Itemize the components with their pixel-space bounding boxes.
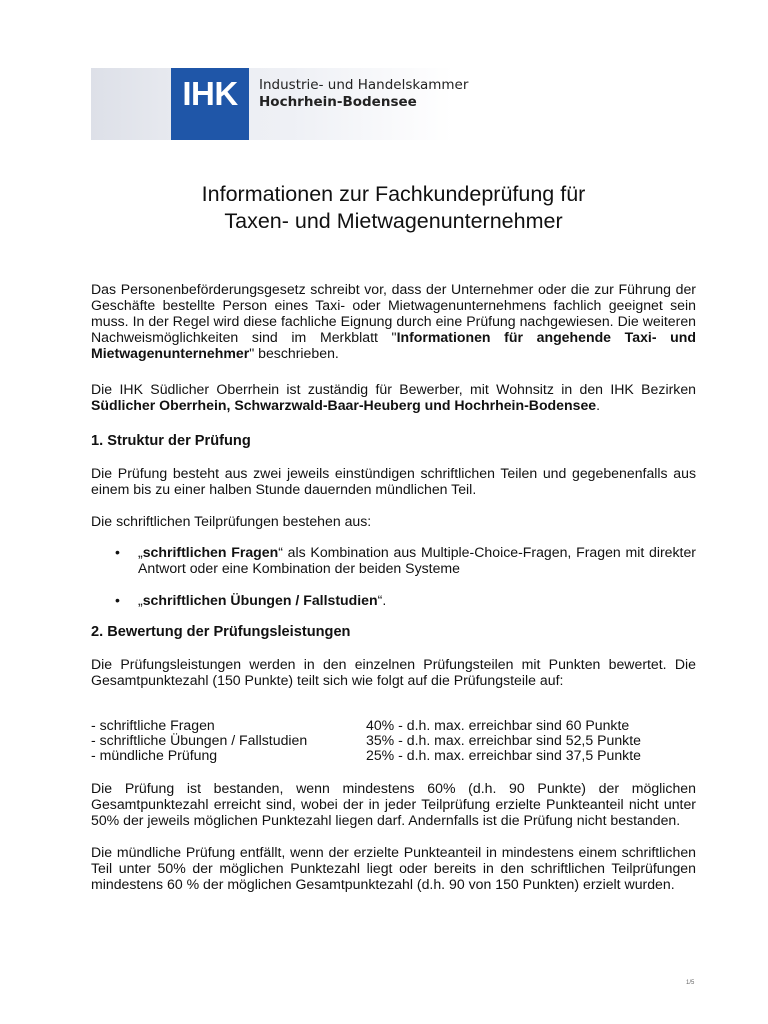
- section-1-heading: 1. Struktur der Prüfung: [91, 433, 251, 449]
- document-body: [91, 281, 696, 892]
- intro-paragraph-1: [91, 281, 696, 361]
- section-2-paragraph-2: Die Prüfung ist bestanden, wenn mindestens 60% (d.h. 90 Punkte) der möglichen Gesamtpunktezahl erreicht sind, wobei der in jeder Teilprüfung erzielte Punkteanteil nicht unter 50% der jeweils möglichen Punktezahl liegen darf. Andernfalls ist die Prüfung nicht bestanden.: [91, 780, 696, 828]
- list-item: [91, 592, 696, 608]
- intro-p2-text: Die IHK Südlicher Oberrhein ist zuständig für Bewerber, mit Wohnsitz in den IHK Bezirken: [91, 381, 696, 397]
- score-part: - schriftliche Übungen / Fallstudien: [91, 732, 308, 748]
- score-part: - mündliche Prüfung: [91, 747, 218, 763]
- section-2-heading: 2. Bewertung der Prüfungsleistungen: [91, 624, 351, 640]
- score-distribution-table: [91, 718, 641, 763]
- bullet-open-quote: „: [138, 592, 143, 608]
- document-title-line-1: Informationen zur Fachkundeprüfung für: [201, 182, 586, 206]
- intro-p2-end: .: [596, 397, 601, 413]
- intro-p1-text: Das Personenbeförderungsgesetz schreibt vor, dass der Unternehmer oder die zur Führung der Geschäfte bestellte Person eines Taxi- oder Mietwagenunternehmens fachlich geeignet sein muss. In der Regel wird diese fachliche Eignung durch eine Prüfung nachgewiesen. Die weiteren Nachweismöglichkeiten sind im Merkblatt ": [91, 281, 696, 345]
- exam-parts-list: [91, 544, 696, 608]
- logo-organization-name: Industrie- und Handelskammer: [259, 77, 469, 93]
- ihk-logo: [91, 68, 469, 140]
- section-1-paragraph-1: Die Prüfung besteht aus zwei jeweils einstündigen schriftlichen Teilen und gegebenenfalls aus einem bis zu einer halben Stunde dauernden mündlichen Teil.: [91, 465, 696, 497]
- intro-paragraph-2: [91, 381, 696, 413]
- intro-p1-end: " beschrieben.: [249, 345, 339, 361]
- logo-mark-box: [171, 68, 249, 140]
- bullet-icon: •: [115, 592, 120, 608]
- intro-p2-bold: Südlicher Oberrhein, Schwarzwald-Baar-Heuberg und Hochrhein-Bodensee: [91, 397, 597, 413]
- page-number: 1/5: [686, 980, 695, 986]
- section-1-paragraph-2: Die schriftlichen Teilprüfungen bestehen aus:: [91, 513, 372, 529]
- score-value: 25% - d.h. max. erreichbar sind 37,5 Punkte: [366, 747, 641, 763]
- logo-mark-text: IHK: [182, 75, 238, 112]
- score-part: - schriftliche Fragen: [91, 717, 215, 733]
- score-value: 40% - d.h. max. erreichbar sind 60 Punkte: [366, 717, 630, 733]
- logo-region-name: Hochrhein-Bodensee: [259, 94, 417, 110]
- list-item: [91, 544, 696, 576]
- bullet-rest: “ als Kombination aus Multiple-Choice-Fragen, Fragen mit direkter Antwort oder eine Kombination der beiden Systeme: [138, 544, 696, 576]
- bullet-bold-term: schriftlichen Übungen / Fallstudien: [142, 592, 378, 608]
- bullet-icon: •: [115, 544, 120, 560]
- intro-p1-bold: Informationen für angehende Taxi- und Mietwagenunternehmer: [91, 329, 697, 361]
- table-row: [91, 748, 641, 763]
- bullet-rest: “.: [377, 592, 387, 608]
- bullet-bold-term: schriftlichen Fragen: [142, 544, 279, 560]
- score-value: 35% - d.h. max. erreichbar sind 52,5 Punkte: [366, 732, 641, 748]
- section-2-paragraph-3: Die mündliche Prüfung entfällt, wenn der erzielte Punkteanteil in mindestens einem schriftlichen Teil unter 50% der möglichen Punktezahl liegt oder bereits in den schriftlichen Teilprüfungen mindestens 60 % der möglichen Gesamtpunktezahl (d.h. 90 von 150 Punkten) erzielt wurden.: [91, 844, 696, 892]
- document-title-line-2: Taxen- und Mietwagenunternehmer: [224, 209, 563, 233]
- table-row: [91, 733, 641, 748]
- bullet-open-quote: „: [138, 544, 143, 560]
- logo-band: [91, 68, 171, 140]
- table-row: [91, 718, 641, 733]
- section-2-paragraph-1: Die Prüfungsleistungen werden in den einzelnen Prüfungsteilen mit Punkten bewertet. Die Gesamtpunktezahl (150 Punkte) teilt sich wie folgt auf die Prüfungsteile auf:: [91, 656, 696, 688]
